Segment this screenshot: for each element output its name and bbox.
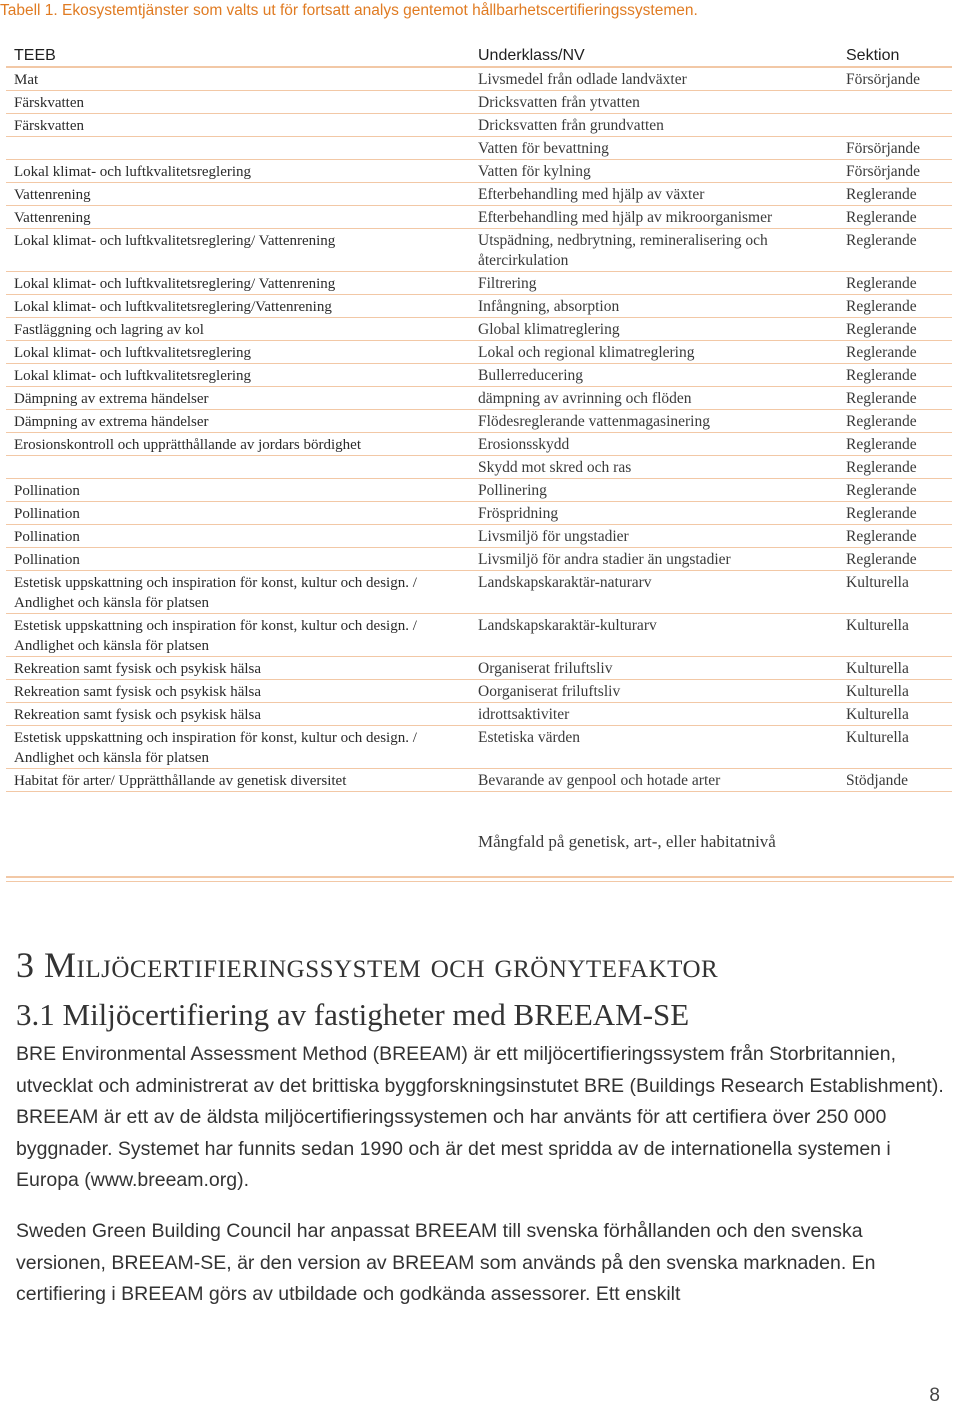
sektion-cell: Reglerande	[838, 183, 952, 206]
table-row	[6, 726, 952, 769]
teeb-cell	[6, 137, 470, 160]
underklass-cell: Vatten för kylning	[470, 160, 838, 183]
sektion-cell: Kulturella	[838, 703, 952, 726]
teeb-cell	[6, 456, 470, 479]
sektion-cell: Reglerande	[838, 272, 952, 295]
table-row	[6, 502, 952, 525]
table-row	[6, 614, 952, 657]
teeb-cell: Lokal klimat- och luftkvalitetsreglering/ Vattenrening	[6, 229, 470, 272]
sektion-cell: Försörjande	[838, 160, 952, 183]
teeb-cell: Pollination	[6, 548, 470, 571]
underklass-cell: Livsmiljö för andra stadier än ungstadier	[470, 548, 838, 571]
teeb-cell: Rekreation samt fysisk och psykisk hälsa	[6, 657, 470, 680]
teeb-cell: Lokal klimat- och luftkvalitetsreglering	[6, 341, 470, 364]
underklass-cell: Efterbehandling med hjälp av växter	[470, 183, 838, 206]
paragraph-breeam-intro: BRE Environmental Assessment Method (BREEAM) är ett miljöcertifieringssystem från Storbritannien, utvecklat och administrerat av det brittiska byggforskningsinstutet BRE (Buildings Research Establishment). BREEAM är ett av de äldsta miljöcertifieringssystemen och har använts för att certifiera över 250 000 byggnader. Systemet har funnits sedan 1990 och är det mest spridda av de internationella systemen i Europa (www.breeam.org).	[16, 1043, 944, 1191]
underklass-cell: idrottsaktiviter	[470, 703, 838, 726]
sektion-cell: Stödjande	[838, 769, 952, 792]
underklass-cell: Dricksvatten från ytvatten	[470, 91, 838, 114]
teeb-cell: Färskvatten	[6, 114, 470, 137]
underklass-cell: Livsmiljö för ungstadier	[470, 525, 838, 548]
underklass-cell: dämpning av avrinning och flöden	[470, 387, 838, 410]
table-caption: Tabell 1. Ekosystemtjänster som valts ut för fortsatt analys gentemot hållbarhetscertifieringssystemen.	[0, 2, 698, 19]
table-row	[6, 525, 952, 548]
subsection-heading: 3.1 Miljöcertifiering av fastigheter med BREEAM-SE	[16, 997, 690, 1032]
table-row	[6, 792, 952, 882]
teeb-cell: Rekreation samt fysisk och psykisk hälsa	[6, 703, 470, 726]
sektion-cell: Reglerande	[838, 341, 952, 364]
underklass-cell: Efterbehandling med hjälp av mikroorganismer	[470, 206, 838, 229]
underklass-cell: Oorganiserat friluftsliv	[470, 680, 838, 703]
table-row	[6, 410, 952, 433]
underklass-cell: Utspädning, nedbrytning, remineralisering och återcirkulation	[470, 229, 838, 272]
sektion-cell: Reglerande	[838, 479, 952, 502]
sektion-cell: Kulturella	[838, 614, 952, 657]
table-row	[6, 456, 952, 479]
teeb-cell: Pollination	[6, 525, 470, 548]
sektion-cell: Kulturella	[838, 680, 952, 703]
table-bottom-rule	[6, 876, 954, 878]
teeb-cell: Dämpning av extrema händelser	[6, 410, 470, 433]
table-row	[6, 91, 952, 114]
header-sektion: Sektion	[838, 44, 952, 67]
sektion-cell: Reglerande	[838, 502, 952, 525]
teeb-cell: Estetisk uppskattning och inspiration för konst, kultur och design. / Andlighet och känsla för platsen	[6, 726, 470, 769]
teeb-cell: Vattenrening	[6, 183, 470, 206]
underklass-cell: Vatten för bevattning	[470, 137, 838, 160]
sektion-cell: Försörjande	[838, 137, 952, 160]
paragraph-breeam-se: Sweden Green Building Council har anpassat BREEAM till svenska förhållanden och den svenska versionen, BREEAM-SE, är den version av BREEAM som används på den svenska marknaden. En certifiering i BREEAM görs av utbildade och godkända assessorer. Ett enskilt	[16, 1220, 876, 1305]
underklass-cell: Filtrering	[470, 272, 838, 295]
sektion-cell: Reglerande	[838, 229, 952, 272]
table-row	[6, 657, 952, 680]
sektion-cell: Reglerande	[838, 410, 952, 433]
table-row	[6, 137, 952, 160]
underklass-cell: Landskapskaraktär-kulturarv	[470, 614, 838, 657]
table-row	[6, 548, 952, 571]
teeb-cell: Färskvatten	[6, 91, 470, 114]
underklass-cell: Mångfald på genetisk, art-, eller habitatnivå	[470, 792, 838, 882]
table-row	[6, 206, 952, 229]
underklass-cell: Flödesreglerande vattenmagasinering	[470, 410, 838, 433]
underklass-cell: Lokal och regional klimatreglering	[470, 341, 838, 364]
underklass-cell: Erosionsskydd	[470, 433, 838, 456]
header-teeb: TEEB	[6, 44, 470, 67]
table-row	[6, 571, 952, 614]
underklass-cell: Livsmedel från odlade landväxter	[470, 67, 838, 91]
underklass-cell: Bevarande av genpool och hotade arter	[470, 769, 838, 792]
underklass-cell: Global klimatreglering	[470, 318, 838, 341]
sektion-cell: Reglerande	[838, 387, 952, 410]
teeb-cell: Estetisk uppskattning och inspiration för konst, kultur och design. / Andlighet och känsla för platsen	[6, 571, 470, 614]
sektion-cell: Kulturella	[838, 657, 952, 680]
sektion-cell: Kulturella	[838, 571, 952, 614]
teeb-cell: Dämpning av extrema händelser	[6, 387, 470, 410]
teeb-cell: Estetisk uppskattning och inspiration för konst, kultur och design. / Andlighet och känsla för platsen	[6, 614, 470, 657]
sektion-cell: Reglerande	[838, 456, 952, 479]
table-row	[6, 433, 952, 456]
table-row	[6, 479, 952, 502]
teeb-cell: Rekreation samt fysisk och psykisk hälsa	[6, 680, 470, 703]
table-row	[6, 295, 952, 318]
table-row	[6, 272, 952, 295]
underklass-cell: Estetiska värden	[470, 726, 838, 769]
table-row	[6, 364, 952, 387]
underklass-cell: Pollinering	[470, 479, 838, 502]
ecosystem-services-table	[6, 44, 952, 882]
table-row	[6, 114, 952, 137]
table-row	[6, 387, 952, 410]
sektion-cell	[838, 792, 952, 882]
table-row	[6, 680, 952, 703]
header-underklass: Underklass/NV	[470, 44, 838, 67]
sektion-cell: Reglerande	[838, 548, 952, 571]
table-row	[6, 769, 952, 792]
teeb-cell: Lokal klimat- och luftkvalitetsreglering	[6, 364, 470, 387]
sektion-cell: Reglerande	[838, 318, 952, 341]
table-row	[6, 703, 952, 726]
underklass-cell: Landskapskaraktär-naturarv	[470, 571, 838, 614]
table-row	[6, 341, 952, 364]
teeb-cell: Lokal klimat- och luftkvalitetsreglering/ Vattenrening	[6, 272, 470, 295]
teeb-cell: Vattenrening	[6, 206, 470, 229]
teeb-cell: Pollination	[6, 479, 470, 502]
table-row	[6, 160, 952, 183]
sektion-cell	[838, 114, 952, 137]
teeb-cell: Lokal klimat- och luftkvalitetsreglering	[6, 160, 470, 183]
underklass-cell: Bullerreducering	[470, 364, 838, 387]
table-row	[6, 229, 952, 272]
underklass-cell: Organiserat friluftsliv	[470, 657, 838, 680]
sektion-cell: Kulturella	[838, 726, 952, 769]
teeb-cell: Lokal klimat- och luftkvalitetsreglering/Vattenrening	[6, 295, 470, 318]
page-number: 8	[929, 1385, 940, 1406]
sektion-cell	[838, 91, 952, 114]
table-row	[6, 318, 952, 341]
sektion-cell: Reglerande	[838, 206, 952, 229]
section-heading: 3 Miljöcertifieringssystem och grönytefaktor	[16, 945, 719, 985]
table-header-row	[6, 44, 952, 67]
underklass-cell: Skydd mot skred och ras	[470, 456, 838, 479]
teeb-cell: Erosionskontroll och upprätthållande av jordars bördighet	[6, 433, 470, 456]
sektion-cell: Reglerande	[838, 364, 952, 387]
underklass-cell: Dricksvatten från grundvatten	[470, 114, 838, 137]
teeb-cell: Fastläggning och lagring av kol	[6, 318, 470, 341]
sektion-cell: Reglerande	[838, 433, 952, 456]
table-body	[6, 67, 952, 882]
underklass-cell: Fröspridning	[470, 502, 838, 525]
table-row	[6, 183, 952, 206]
sektion-cell: Reglerande	[838, 525, 952, 548]
teeb-cell: Pollination	[6, 502, 470, 525]
sektion-cell: Försörjande	[838, 67, 952, 91]
underklass-cell: Infångning, absorption	[470, 295, 838, 318]
sektion-cell: Reglerande	[838, 295, 952, 318]
teeb-cell: Habitat för arter/ Upprätthållande av genetisk diversitet	[6, 769, 470, 792]
teeb-cell	[6, 792, 470, 882]
table-row	[6, 67, 952, 91]
teeb-cell: Mat	[6, 67, 470, 91]
